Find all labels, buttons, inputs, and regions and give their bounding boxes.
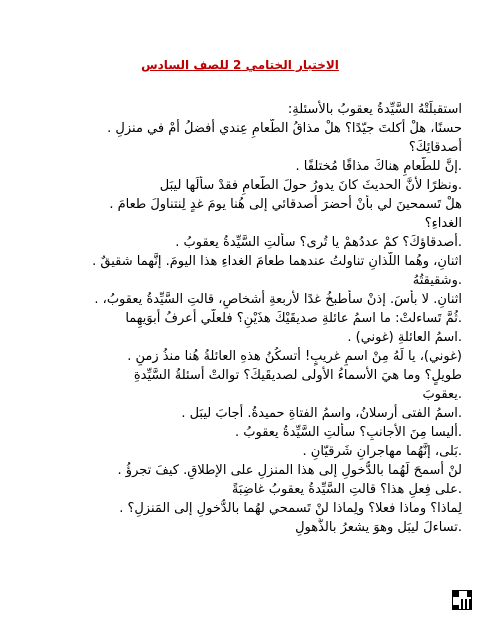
text-line: لِماذا؟ وماذا فعلا؟ ولِماذا لنْ تَسمحي لهُما بالدُّخولِ إلى المَنزلِ؟ . — [119, 501, 462, 516]
text-line: لنْ أسمحَ لَهُما بالدُّخولِ إلى هذا المنزلِ على الإطلاقِ. كيفَ تجرؤُ . — [117, 463, 462, 478]
text-line: .على فِعلِ هذا؟ قالتِ السَّيِّدةُ يعقوبُ غاضِبَةً — [231, 482, 462, 497]
qr-code-icon — [452, 590, 472, 610]
text-line: أصدقائِكَ؟ — [408, 140, 462, 155]
text-line: استقبلَتْهُ السَّيِّدةُ يعقوبُ بالأسئلةِ: — [287, 102, 462, 117]
text-line: حسنًا، هلْ أكلتَ جيّدًا؟ هلْ مذاقُ الطَّعامِ عِندي أفضلُ أمْ في منزلِ . — [107, 121, 462, 136]
text-line: هلْ تَسمحينَ لي بأنْ أُحضرَ أصدقائي إلى هُنا يومَ غدٍ لِنتناولَ طعامَ . — [109, 197, 462, 212]
story-text — [18, 100, 462, 537]
text-line: الغداءِ؟ — [424, 216, 462, 231]
text-line: .أليسا مِنَ الأجانبِ؟ سألتِ السَّيِّدةُ يعقوبُ . — [234, 425, 462, 440]
text-line: .أصدقاؤكَ؟ كمْ عددُهمْ يا تُرى؟ سألتِ السَّيِّدةُ يعقوبُ . — [175, 235, 462, 250]
text-line: .ونظرًا لأنَّ الحديثَ كانَ يدورُ حولَ الطَّعامِ فقدْ سألَها ليبَل — [159, 178, 462, 193]
text-line: .بَلى، إنَّهُما مهاجرانِ شَرقيّانِ . — [302, 444, 462, 459]
page-title: الاختبار الختامي 2 للصف السادس — [141, 58, 339, 72]
text-line: .تساءلَ ليبَل وهوَ يشعرُ بالذُّهولِ — [295, 520, 462, 535]
text-line: .اسمُ الفتى أرسلانُ، واسمُ الفتاةِ حميدةُ. أجابَ ليبَل . — [181, 406, 462, 421]
text-line: .وشقيقتُهُ — [412, 273, 462, 288]
text-line: (غوني)، يا لَهُ مِنْ اسمٍ غريبٍ! أتسكُنُ هذهِ العائلةُ هُنا منذُ زمنٍ . — [127, 349, 462, 364]
text-line: اثنانِ. لا بأسَ. إذنْ سأطبخُ غدًا لأربعةِ أشخاصٍ، قالتِ السَّيِّدةُ يعقوبُ، . — [94, 292, 462, 307]
text-line: .يعقوبَ — [422, 387, 462, 402]
text-line: .اسمُ العائلةِ (غوني) . — [347, 330, 462, 345]
text-line: .إنَّ للطَّعامِ هناكَ مذاقًا مُختلفًا . — [295, 159, 462, 174]
text-line: اثنانِ، وهُما اللَّذانِ تناولتُ عندهما طعامَ الغداءِ هذا اليومَ. إنَّهما شقيقٌ . — [92, 254, 462, 269]
text-line: .ثُمَّ تَساءلتْ: ما اسمُ عائلةِ صديقَيْكَ هذَيْنِ؟ فلعلّي أعرفُ أبوَيهِما — [125, 311, 462, 326]
text-line: طويلٍ؟ وما هيَ الأسماءُ الأولى لصديقَيكَ؟ توالتْ أسئلةُ السَّيِّدةِ — [133, 368, 462, 383]
